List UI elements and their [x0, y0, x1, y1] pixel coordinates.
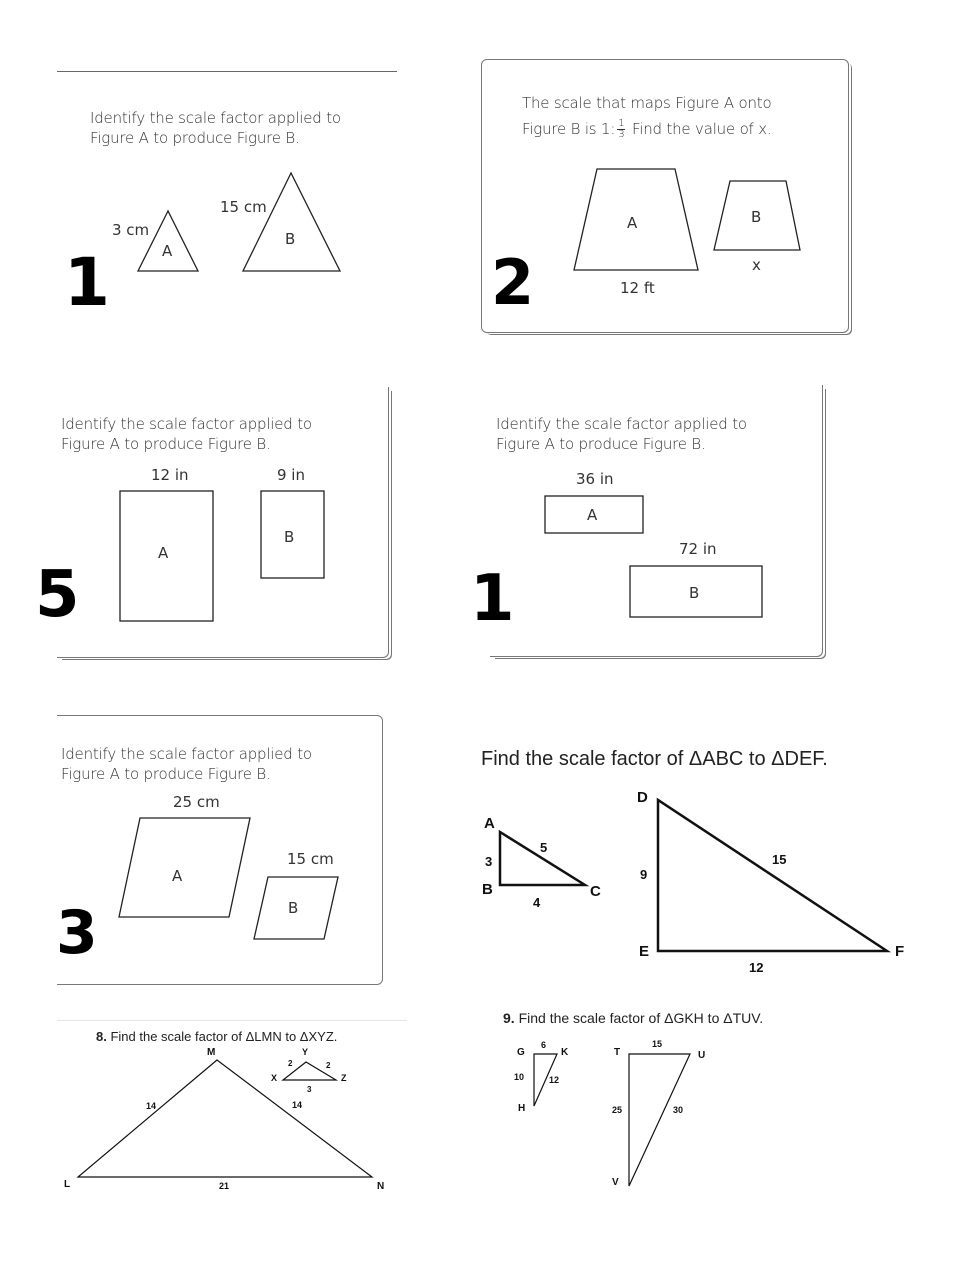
- prompt-line: Identify the scale factor applied to: [496, 415, 747, 433]
- side-label-df: 15: [772, 852, 787, 867]
- figure-label-b: B: [751, 208, 762, 226]
- side-label-a: 12 in: [151, 466, 189, 484]
- side-label-kh: 12: [549, 1075, 560, 1085]
- prompt-line: Figure A to produce Figure B.: [61, 765, 271, 783]
- side-label-gh: 10: [514, 1072, 525, 1082]
- side-label-gk: 6: [541, 1040, 547, 1050]
- side-label-ln: 21: [219, 1181, 230, 1191]
- side-label-tu: 15: [652, 1039, 663, 1049]
- vertex-label-g: G: [517, 1047, 525, 1058]
- side-label-xy: 2: [288, 1059, 293, 1068]
- problem-number: 3: [56, 898, 98, 968]
- triangle-tuv: [629, 1054, 690, 1186]
- prompt-ratio: Figure B is 1:: [522, 120, 616, 138]
- vertex-label-k: K: [561, 1047, 569, 1058]
- figure-label-b: B: [689, 584, 700, 602]
- side-label-ac: 5: [540, 840, 548, 855]
- vertex-label-e: E: [639, 943, 650, 960]
- side-label-tv: 25: [612, 1105, 623, 1115]
- prompt-line: Identify the scale factor applied to: [90, 109, 341, 127]
- prompt-question: Find the value of x.: [631, 120, 772, 138]
- problem-number: 2: [491, 246, 535, 319]
- prompt-line: Identify the scale factor applied to: [61, 415, 312, 433]
- vertex-label-z: Z: [341, 1073, 347, 1083]
- vertex-label-h: H: [518, 1103, 526, 1114]
- problem-number: 1: [470, 562, 515, 636]
- prompt-line: Figure A to produce Figure B.: [496, 435, 706, 453]
- problem-number: 8.: [96, 1029, 107, 1044]
- vertex-label-l: L: [64, 1179, 71, 1190]
- side-label-a: 36 in: [576, 470, 614, 488]
- problem-number: 5: [35, 558, 80, 632]
- side-label-a: 3 cm: [112, 221, 150, 239]
- figure-label-b: B: [288, 899, 299, 917]
- fraction-denominator: 3: [618, 129, 625, 140]
- base-label-a: 12 ft: [620, 279, 655, 297]
- figure-label-b: B: [285, 230, 296, 248]
- vertex-label-v: V: [612, 1177, 619, 1188]
- figure-label-b: B: [284, 528, 295, 546]
- vertex-label-u: U: [698, 1050, 706, 1061]
- problem-text: Find the scale factor of ΔLMN to ΔXYZ.: [110, 1029, 338, 1044]
- problem-number: 9.: [503, 1010, 515, 1026]
- side-label-ab: 3: [485, 854, 493, 869]
- figure-label-a: A: [627, 214, 638, 232]
- vertex-label-c: C: [590, 883, 601, 900]
- side-label-xz: 3: [307, 1085, 312, 1094]
- prompt-line: Figure A to produce Figure B.: [90, 129, 300, 147]
- vertex-label-m: M: [207, 1047, 216, 1058]
- side-label-lm: 14: [146, 1101, 157, 1111]
- figure-label-a: A: [162, 242, 173, 260]
- fraction-numerator: 1: [618, 118, 625, 129]
- problem-text: Find the scale factor of ΔGKH to ΔTUV.: [518, 1010, 764, 1026]
- side-label-bc: 4: [533, 895, 541, 910]
- side-label-b: 9 in: [277, 466, 305, 484]
- side-label-uv: 30: [673, 1105, 684, 1115]
- figure-label-a: A: [587, 506, 598, 524]
- vertex-label-d: D: [637, 789, 648, 806]
- side-label-a: 25 cm: [173, 793, 220, 811]
- side-label-de: 9: [640, 867, 648, 882]
- vertex-label-b: B: [482, 881, 493, 898]
- vertex-label-a: A: [484, 815, 495, 832]
- side-label-yz: 2: [326, 1061, 331, 1070]
- vertex-label-t: T: [614, 1047, 621, 1058]
- side-label-ef: 12: [749, 960, 764, 975]
- side-label-b: 15 cm: [220, 198, 267, 216]
- side-label-mn: 14: [292, 1100, 303, 1110]
- problem-6-title: Find the scale factor of ΔABC to ΔDEF.: [481, 748, 828, 770]
- prompt-line: Identify the scale factor applied to: [61, 745, 312, 763]
- problem-number: 1: [64, 244, 110, 321]
- prompt-line: The scale that maps Figure A onto: [522, 94, 772, 112]
- vertex-label-x: X: [271, 1073, 278, 1083]
- figure-label-a: A: [158, 544, 169, 562]
- vertex-label-n: N: [377, 1181, 385, 1192]
- prompt-line: Figure A to produce Figure B.: [61, 435, 271, 453]
- figure-label-a: A: [172, 867, 183, 885]
- vertex-label-y: Y: [302, 1047, 309, 1057]
- vertex-label-f: F: [895, 943, 905, 960]
- base-label-b: x: [752, 256, 761, 274]
- side-label-b: 15 cm: [287, 850, 334, 868]
- side-label-b: 72 in: [679, 540, 717, 558]
